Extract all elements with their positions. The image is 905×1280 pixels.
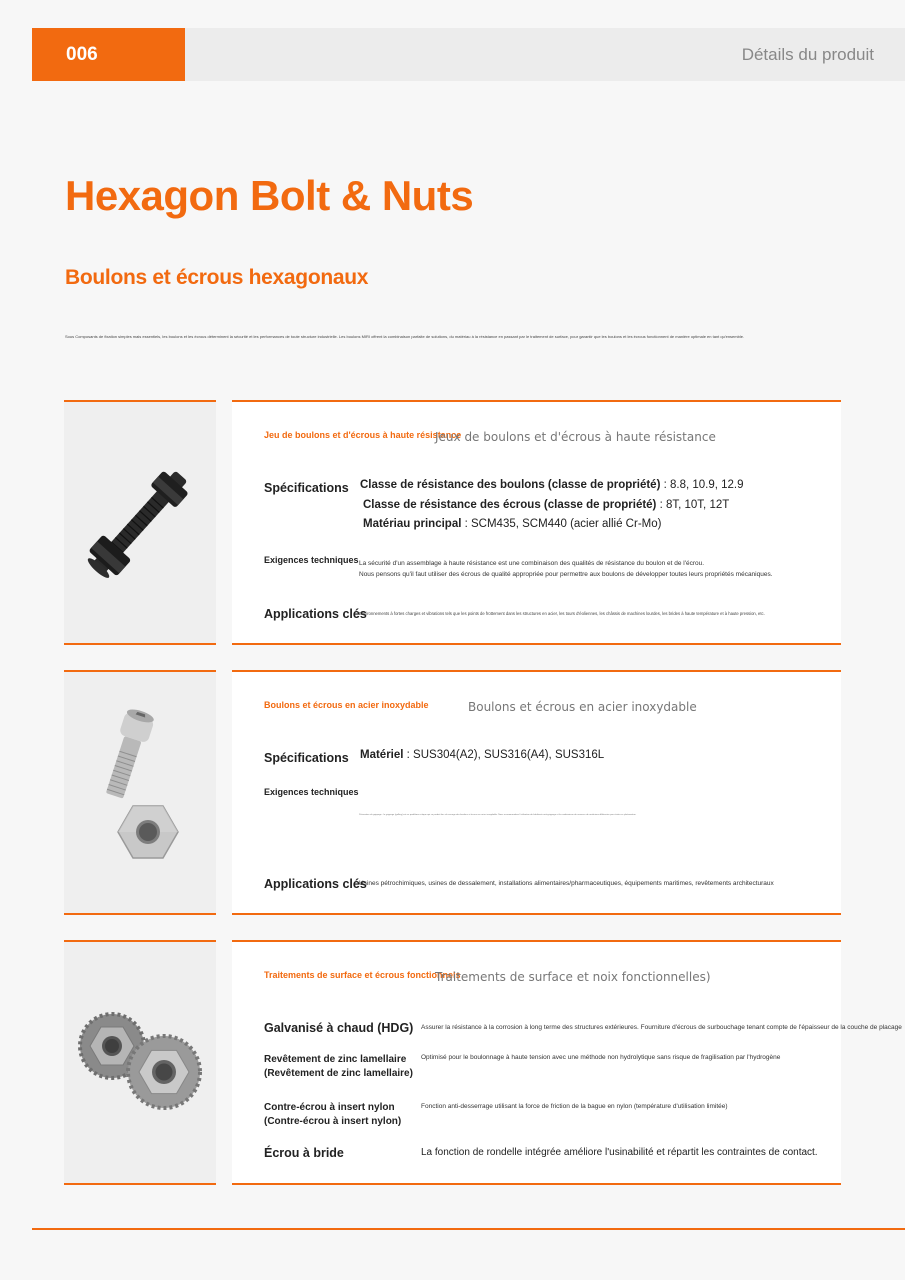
black-stud-bolt-image xyxy=(64,402,216,643)
page-number: 006 xyxy=(32,28,185,81)
key-applications-text: Environnements à fortes charges et vibrations tels que les points de frottement dans les structures en acier, les tours d'éoliennes, les châssis de machines lourdes, les brides à haute température et à haute pression, etc. xyxy=(359,611,765,616)
product-block-stainless xyxy=(64,670,841,915)
key-applications-text: Usines pétrochimiques, usines de dessalement, installations alimentaires/pharmaceutiques, équipements maritimes, revêtements architecturaux xyxy=(359,880,774,887)
product-info-card xyxy=(232,940,902,1185)
product-block-high-strength xyxy=(64,400,841,645)
page-header xyxy=(0,28,905,81)
product-title: Boulons et écrous en acier inoxydable xyxy=(264,700,429,710)
product-info-card xyxy=(232,670,841,915)
product-info-card xyxy=(232,400,841,645)
product-title-alt: Traitements de surface et noix fonctionnelles) xyxy=(435,970,711,984)
product-image-card xyxy=(64,940,216,1185)
product-block-surface-treatments xyxy=(64,940,902,1185)
product-title: Traitements de surface et écrous fonctionnels xyxy=(264,970,461,980)
hdg-label: Galvanisé à chaud (HDG) xyxy=(264,1021,414,1035)
spec-nut-class: Classe de résistance des écrous (classe de propriété) : 8T, 10T, 12T xyxy=(363,499,730,511)
flange-nut-label: Écrou à bride xyxy=(264,1146,344,1160)
hdg-text: Assurer la résistance à la corrosion à long terme des structures extérieures. Fourniture d'écrous de surbouchage tenant compte de l'épaisseur de la couche de placage xyxy=(421,1024,902,1031)
intro-paragraph: Sous Composants de fixation simples mais essentiels, les boulons et les écrous déterminent la sécurité et les performances de toute structure industrielle. Les boulons MIRI offrent la combinaison parfaite de solutions, du matériau à la résistance en passant par le traitement de surface, pour garantir que les boulons et les écrous fonctionnent de manière optimale en tant qu'ensemble. xyxy=(65,334,745,339)
tech-line-2: Nous pensons qu'il faut utiliser des écrous de qualité appropriée pour permettre aux boulons de développer toutes leurs propriétés mécaniques. xyxy=(359,571,773,578)
key-applications-label: Applications clés xyxy=(264,607,367,621)
zinc-flake-text: Optimisé pour le boulonnage à haute tension avec une méthode non hydrolytique sans risque de fragilisation par l'hydrogène xyxy=(421,1054,781,1061)
key-applications-label: Applications clés xyxy=(264,877,367,891)
flange-nuts-image xyxy=(64,942,216,1183)
spec-material: Matériel : SUS304(A2), SUS316(A4), SUS316L xyxy=(360,749,605,761)
footer-divider xyxy=(32,1228,905,1230)
product-image-card xyxy=(64,670,216,915)
spec-bolt-class: Classe de résistance des boulons (classe de propriété) : 8.8, 10.9, 12.9 xyxy=(360,479,744,491)
tech-line-1: La sécurité d'un assemblage à haute résistance est une combinaison des qualités de résistance du boulon et de l'écrou. xyxy=(359,560,705,567)
product-title-alt: Boulons et écrous en acier inoxydable xyxy=(468,700,697,714)
specifications-label: Spécifications xyxy=(264,751,349,765)
flange-nut-text: La fonction de rondelle intégrée améliore l'usinabilité et répartit les contraintes de contact. xyxy=(421,1147,818,1158)
specifications-label: Spécifications xyxy=(264,481,349,495)
spec-material: Matériau principal : SCM435, SCM440 (acier allié Cr-Mo) xyxy=(363,518,662,530)
technical-requirements-label: Exigences techniques xyxy=(264,555,359,565)
nylon-insert-label: Contre-écrou à insert nylon (Contre-écrou à insert nylon) xyxy=(264,1102,402,1127)
stainless-bolt-nut-image xyxy=(64,672,216,913)
zinc-flake-label: Revêtement de zinc lamellaire (Revêtement de zinc lamellaire) xyxy=(264,1054,413,1079)
section-title: Détails du produit xyxy=(741,45,874,64)
page-title: Hexagon Bolt & Nuts xyxy=(65,172,474,219)
product-image-card xyxy=(64,400,216,645)
nylon-insert-text: Fonction anti-desserrage utilisant la force de friction de la bague en nylon (température d'utilisation limitée) xyxy=(421,1103,728,1110)
technical-requirements-text: Prévention du grippage : le grippage (galling) est un problème critique qui se produit lors du serrage des boulons et écrous en acier inoxydable. Nous recommandons l'utilisation de lubrifiants anti-grippage et la combinaison de nuances de matériaux différentes pour éviter ce phénomène. xyxy=(359,814,637,816)
product-title-alt: Jeux de boulons et d'écrous à haute résistance xyxy=(435,430,716,444)
page-subtitle: Boulons et écrous hexagonaux xyxy=(65,266,369,289)
product-title: Jeu de boulons et d'écrous à haute résistance xyxy=(264,430,462,440)
technical-requirements-label: Exigences techniques xyxy=(264,787,359,797)
